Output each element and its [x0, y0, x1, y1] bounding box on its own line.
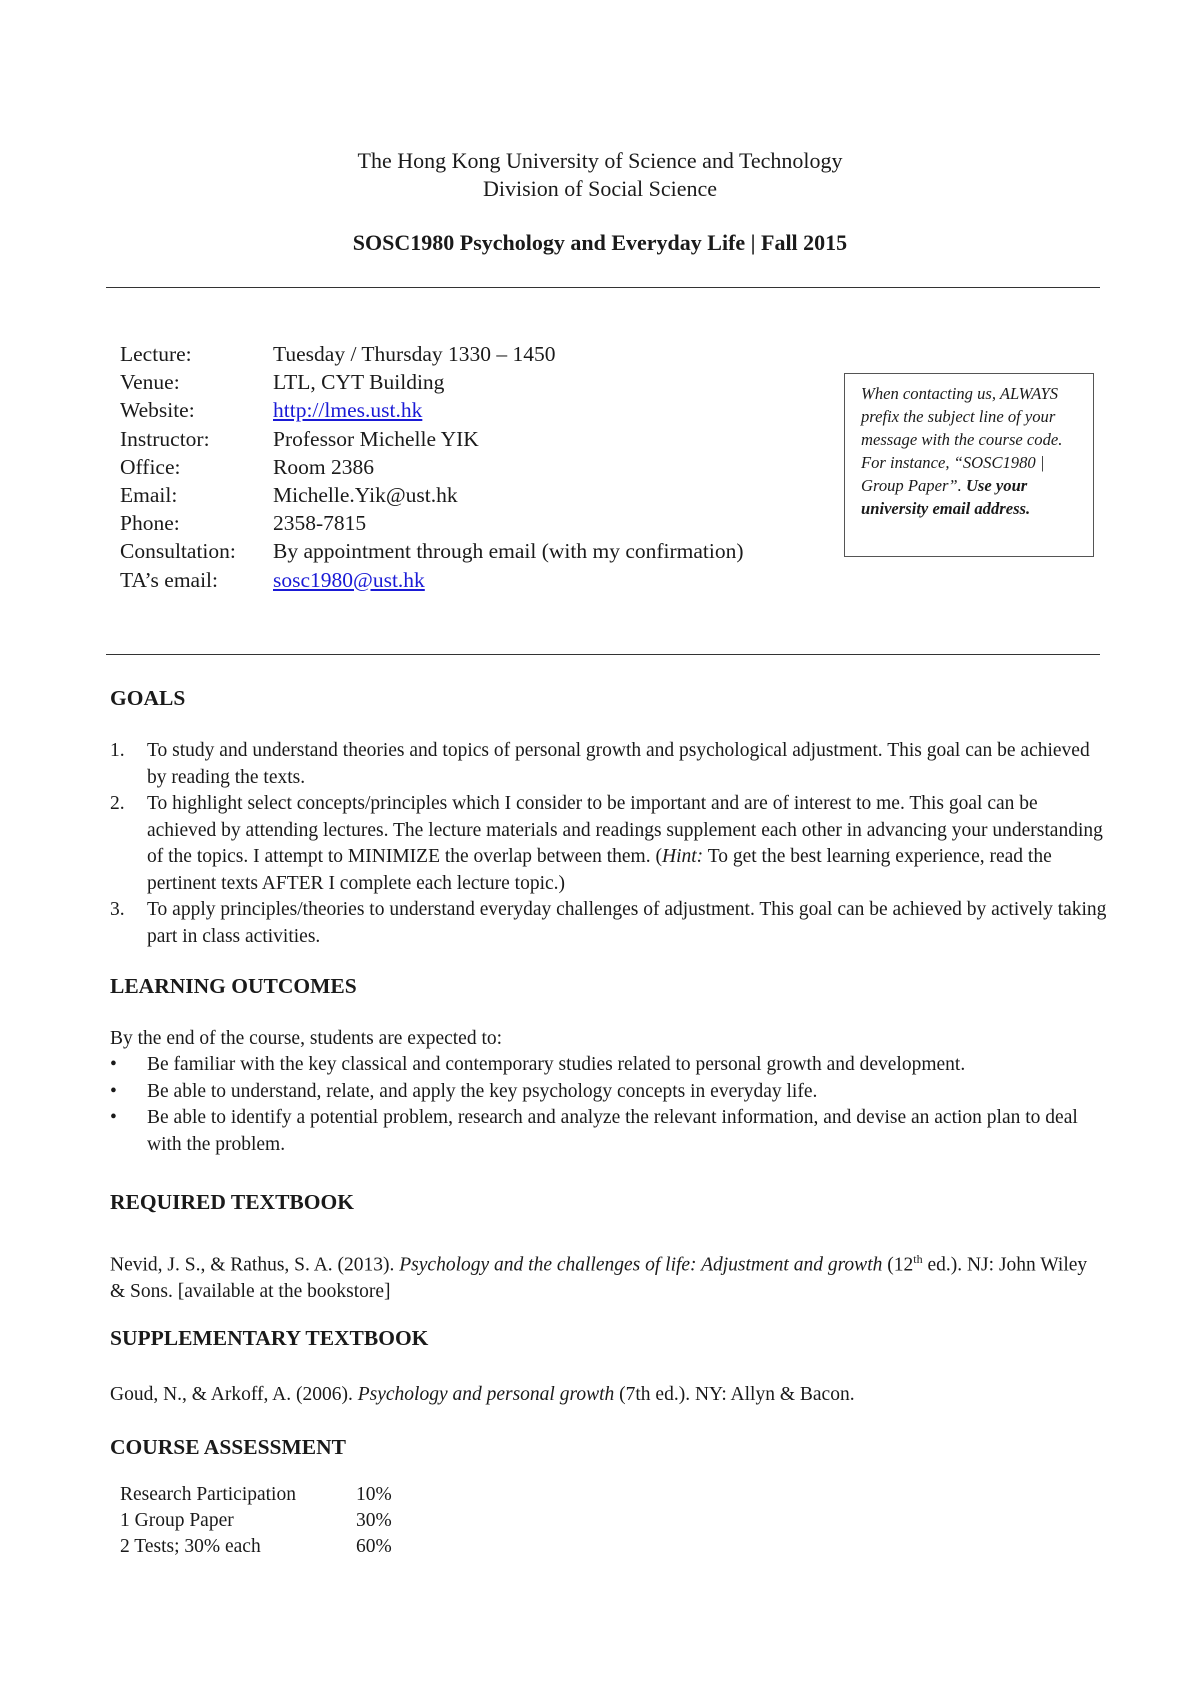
list-item — [110, 1079, 1110, 1106]
item-number: 2. — [110, 793, 125, 814]
info-row-website — [120, 398, 744, 426]
required-textbook-citation — [110, 1246, 1100, 1306]
info-label: TA’s email: — [120, 567, 218, 592]
info-row-venue — [120, 370, 744, 398]
outcomes-list — [110, 1052, 1110, 1158]
info-row-phone — [120, 511, 744, 539]
table-row — [120, 1534, 392, 1560]
table-row — [120, 1508, 392, 1534]
bullet-icon: • — [110, 1054, 117, 1075]
table-row — [120, 1482, 392, 1508]
info-value: Tuesday / Thursday 1330 – 1450 — [273, 342, 556, 366]
goals-heading: GOALS — [110, 686, 186, 710]
goal-text: To highlight select concepts/principles which I consider to be important and are of interest to me. This goal can be achieved by attending lectures. The lecture materials and readings supplement each other in advancing your understanding of the topics. I attempt to MINIMIZE the overlap between them. — [147, 793, 1103, 867]
goal-text: To study and understand theories and topics of personal growth and psychological adjustment. This goal can be achieved by reading the texts. — [147, 740, 1090, 788]
citation-title: Psychology and personal growth — [357, 1384, 615, 1405]
assessment-item: 2 Tests; 30% each — [120, 1536, 261, 1557]
info-row-lecture — [120, 342, 744, 370]
notice-text: When contacting us, ALWAYS prefix the subject line of your message with the course code. For instance, “SOSC1980 | Group Paper”. — [861, 384, 1063, 495]
course-info-table — [120, 342, 744, 596]
list-item: 2. To highlight select concepts/principles which I consider to be important and are of interest to me. This goal can be achieved by attending lectures. The lecture materials and readings supplement each other in advancing your understanding of the topics. I attempt to MINIMIZE the overlap between them. (Hint: To get the best learning experience, read the pertinent texts AFTER I complete each lecture topic.) — [110, 793, 1103, 894]
assessment-table — [120, 1482, 392, 1560]
info-row-ta-email — [120, 568, 744, 596]
info-value: LTL, CYT Building — [273, 370, 445, 395]
outcome-text: Be familiar with the key classical and contemporary studies related to personal growth and development. — [147, 1054, 966, 1075]
assessment-weight: 60% — [356, 1536, 392, 1557]
info-row-office — [120, 455, 744, 483]
top-divider — [106, 287, 1100, 288]
citation-title: Psychology and the challenges of life: Adjustment and growth — [399, 1254, 883, 1276]
info-label: Lecture: — [120, 342, 192, 366]
bullet-icon: • — [110, 1107, 117, 1128]
list-item — [110, 1052, 1110, 1079]
citation-edition-suffix: th — [913, 1252, 923, 1266]
notice-bold-text: Use your university email address. — [861, 476, 1031, 518]
assessment-item: Research Participation — [120, 1484, 296, 1505]
info-value: Michelle.Yik@ust.hk — [273, 482, 458, 507]
supplementary-textbook-heading: SUPPLEMENTARY TEXTBOOK — [110, 1326, 429, 1350]
citation-authors: Nevid, J. S., & Rathus, S. A. (2013). — [110, 1254, 395, 1276]
citation-publisher: ed.). NJ: John Wiley & Sons. [available at the bookstore] — [110, 1254, 1088, 1302]
assessment-weight: 30% — [356, 1510, 392, 1531]
info-label: Email: — [120, 482, 178, 507]
info-value: 2358-7815 — [273, 511, 367, 536]
hint-label: Hint: — [661, 846, 704, 867]
goals-list — [110, 738, 1110, 950]
citation-authors: Goud, N., & Arkoff, A. (2006). — [110, 1384, 353, 1405]
info-value: Professor Michelle YIK — [273, 426, 479, 451]
info-row-consultation — [120, 539, 744, 567]
goal-text: To apply principles/theories to understand everyday challenges of adjustment. This goal can be achieved by actively taking part in class activities. — [147, 899, 1107, 947]
assessment-weight: 10% — [356, 1484, 392, 1505]
hint-text: To get the best learning experience, read the pertinent texts AFTER I complete each lecture topic.) — [147, 846, 1052, 894]
info-label: Phone: — [120, 511, 180, 536]
info-value: Room 2386 — [273, 454, 374, 479]
website-link[interactable]: http://lmes.ust.hk — [273, 398, 423, 423]
supplementary-textbook-citation — [110, 1382, 1100, 1409]
info-label: Consultation: — [120, 539, 236, 564]
bullet-icon: • — [110, 1080, 117, 1102]
item-number: 3. — [110, 899, 125, 920]
university-name: The Hong Kong University of Science and Technology — [357, 148, 843, 173]
citation-edition: (12 — [887, 1254, 914, 1276]
list-item — [110, 1105, 1110, 1158]
info-label: Website: — [120, 398, 195, 423]
assessment-heading: COURSE ASSESSMENT — [110, 1435, 346, 1459]
info-label: Instructor: — [120, 426, 210, 451]
list-item — [110, 897, 1110, 950]
info-label: Venue: — [120, 370, 180, 395]
outcome-text: Be able to identify a potential problem, research and analyze the relevant information, and devise an action plan to deal with the problem. — [147, 1107, 1078, 1155]
ta-email-link[interactable]: sosc1980@ust.hk — [273, 567, 425, 592]
info-label: Office: — [120, 454, 181, 479]
item-number: 1. — [110, 740, 125, 761]
outcomes-heading: LEARNING OUTCOMES — [110, 974, 357, 998]
list-item — [110, 738, 1110, 791]
contact-notice-box — [844, 373, 1094, 557]
section-divider — [106, 654, 1100, 655]
division-name: Division of Social Science — [482, 176, 717, 201]
info-row-instructor — [120, 427, 744, 455]
course-title: SOSC1980 Psychology and Everyday Life | Fall 2015 — [352, 230, 848, 255]
info-row-email — [120, 483, 744, 511]
outcomes-intro: By the end of the course, students are expected to: — [110, 1028, 503, 1049]
assessment-item: 1 Group Paper — [120, 1510, 234, 1531]
required-textbook-heading: REQUIRED TEXTBOOK — [110, 1190, 354, 1214]
info-value: By appointment through email (with my confirmation) — [273, 539, 744, 564]
outcome-text: Be able to understand, relate, and apply the key psychology concepts in everyday life. — [147, 1080, 818, 1102]
citation-publisher: (7th ed.). NY: Allyn & Bacon. — [619, 1384, 855, 1405]
